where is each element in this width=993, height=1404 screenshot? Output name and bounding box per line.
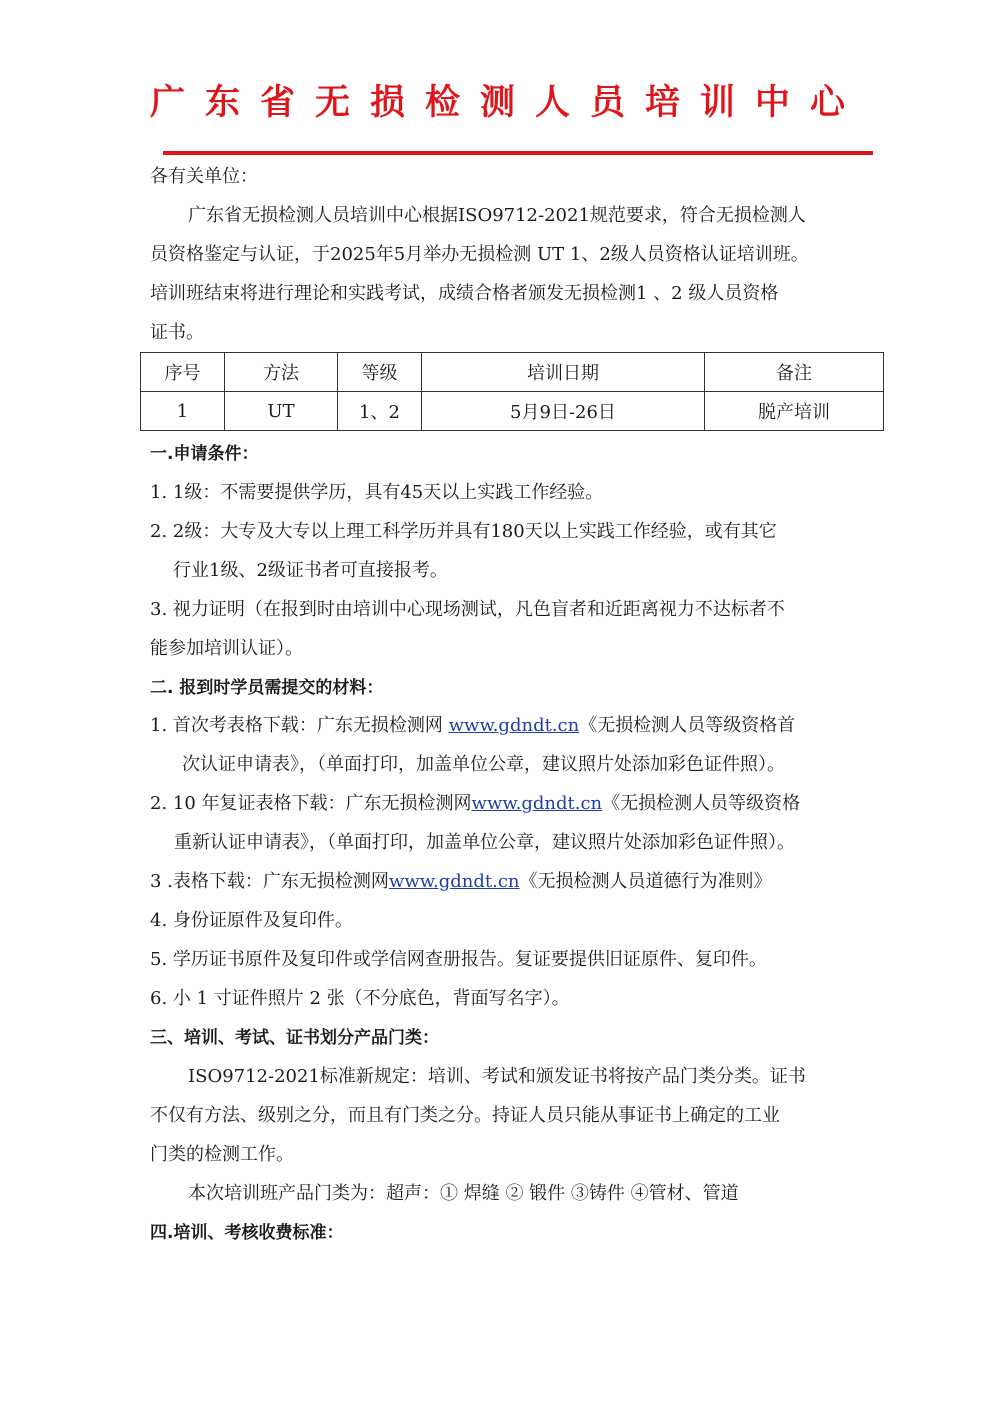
table-header-row	[141, 353, 884, 392]
schedule-table	[140, 352, 884, 431]
list-item	[150, 791, 800, 817]
item-text: 1. 首次考表格下载：广东无损检测网	[150, 715, 449, 736]
item-text: 3 .表格下载：广东无损检测网	[150, 871, 389, 892]
list-item: 能参加培训认证）。	[150, 638, 303, 659]
table-cell: UT	[225, 392, 338, 431]
list-item: 重新认证申请表》，（单面打印，加盖单位公章，建议照片处添加彩色证件照）。	[174, 832, 795, 853]
item-text: 2. 10 年复证表格下载：广东无损检测网	[150, 793, 472, 814]
list-item: 1. 1级：不需要提供学历，具有45天以上实践工作经验。	[150, 482, 604, 503]
table-cell: 5月9日-26日	[422, 392, 705, 431]
table-cell: 1、2	[338, 392, 422, 431]
intro-line: 培训班结束将进行理论和实践考试，成绩合格者颁发无损检测1 、2 级人员资格	[150, 283, 779, 304]
list-item: 6. 小 1 寸证件照片 2 张（不分底色，背面写名字）。	[150, 988, 570, 1009]
list-item	[150, 869, 772, 895]
intro-line: 证书。	[150, 322, 204, 343]
section2-heading: 二. 报到时学员需提交的材料：	[150, 678, 384, 698]
website-link[interactable]: www.gdndt.cn	[388, 871, 520, 892]
list-item	[150, 713, 795, 739]
section3-heading: 三、培训、考试、证书划分产品门类：	[150, 1028, 439, 1048]
website-link[interactable]: www.gdndt.cn	[471, 793, 603, 814]
paragraph-line: ISO9712-2021标准新规定：培训、考试和颁发证书将按产品门类分类。证书	[188, 1066, 806, 1087]
table-header-cell: 方法	[225, 353, 338, 392]
section1-heading: 一.申请条件：	[150, 444, 259, 464]
item-text: 《无损检测人员等级资格	[602, 793, 801, 814]
paragraph-line: 门类的检测工作。	[150, 1144, 294, 1165]
list-item: 次认证申请表》，（单面打印，加盖单位公章，建议照片处添加彩色证件照）。	[182, 754, 785, 775]
page-title: 广东省无损检测人员培训中心	[150, 82, 866, 123]
table-header-cell: 序号	[141, 353, 225, 392]
item-text: 《无损检测人员道德行为准则》	[519, 871, 772, 892]
list-item: 3. 视力证明（在报到时由培训中心现场测试，凡色盲者和近距离视力不达标者不	[150, 599, 785, 620]
table-row	[141, 392, 884, 431]
table-header-cell: 培训日期	[422, 353, 705, 392]
table-cell: 1	[141, 392, 225, 431]
table-header-cell: 备注	[705, 353, 884, 392]
list-item: 行业1级、2级证书者可直接报考。	[173, 560, 448, 581]
title-divider	[163, 151, 873, 155]
salutation: 各有关单位：	[150, 166, 258, 187]
item-text: 《无损检测人员等级资格首	[579, 715, 796, 736]
table-cell: 脱产培训	[705, 392, 884, 431]
product-categories: 本次培训班产品门类为：超声：① 焊缝 ② 锻件 ③铸件 ④管材、管道	[188, 1183, 739, 1204]
website-link[interactable]: www.gdndt.cn	[448, 715, 580, 736]
intro-line: 广东省无损检测人员培训中心根据ISO9712-2021规范要求，符合无损检测人	[188, 205, 806, 226]
paragraph-line: 不仅有方法、级别之分，而且有门类之分。持证人员只能从事证书上确定的工业	[150, 1105, 780, 1126]
section4-heading: 四.培训、考核收费标准：	[150, 1223, 344, 1243]
table-header-cell: 等级	[338, 353, 422, 392]
list-item: 4. 身份证原件及复印件。	[150, 910, 353, 931]
intro-line: 员资格鉴定与认证，于2025年5月举办无损检测 UT 1、2级人员资格认证培训班。	[150, 244, 809, 265]
list-item: 5. 学历证书原件及复印件或学信网查册报告。复证要提供旧证原件、复印件。	[150, 949, 767, 970]
list-item: 2. 2级：大专及大专以上理工科学历并具有180天以上实践工作经验，或有其它	[150, 521, 777, 542]
